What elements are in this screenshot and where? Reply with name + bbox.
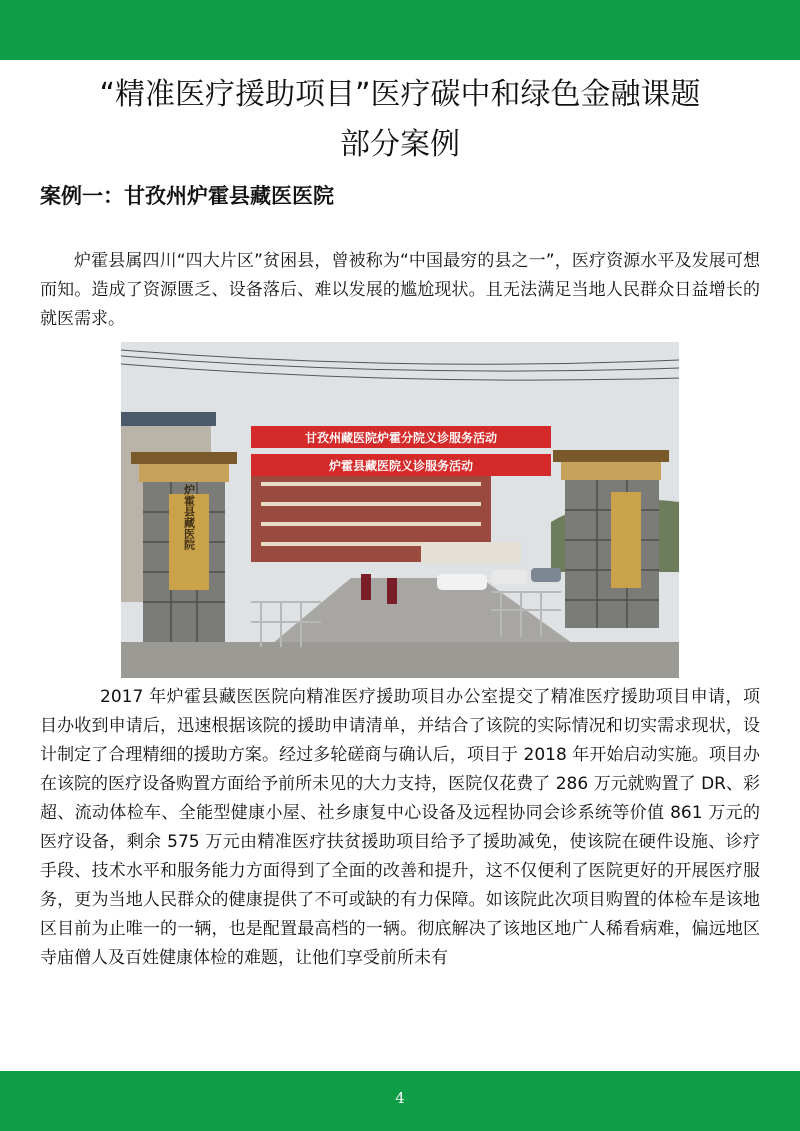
car bbox=[437, 574, 487, 590]
hospital-gate-photo bbox=[121, 342, 679, 678]
intro-paragraph: 炉霍县属四川“四大片区”贫困县，曾被称为“中国最穷的县之一”，医疗资源水平及发展可想而知。造成了资源匮乏、设备落后、难以发展的尴尬现状。且无法满足当地人民群众日益增长的就医需求。 bbox=[40, 251, 760, 329]
page-title: “精准医疗援助项目”医疗碳中和绿色金融课题 bbox=[99, 77, 701, 112]
body-paragraph: 2017 年炉霍县藏医医院向精准医疗援助项目办公室提交了精准医疗援助项目申请，项目办收到申请后，迅速根据该院的援助申请清单，并结合了该院的实际情况和切实需求现状，设计制定了合理精细的援助方案。经过多轮磋商与确认后，项目于 2018 年开始启动实施。项目办在该院的医疗设备购置方面给予前所未见的大力支持，医院仅花费了 286 万元就购置了 DR、彩超、流动体检车、全能型健康小屋、社乡康复中心设备及远程协同会诊系统等价值 861 万元的医疗设备，剩余 575 万元由精准医疗扶贫援助项目给予了援助减免，使该院在硬件设施、诊疗手段、技术水平和服务能力方面得到了全面的改善和提升，这不仅便利了医院更好的开展医疗服务，更为当地人民群众的健康提供了不可或缺的有力保障。如该院此次项目购置的体检车是该地区目前为止唯一的一辆，也是配置最高档的一辆。彻底解决了该地区地广人稀看病难，偏远地区寺庙僧人及百姓健康体检的难题，让他们享受前所未有 bbox=[40, 687, 760, 968]
person bbox=[387, 578, 397, 604]
page-subtitle: 部分案例 bbox=[340, 127, 460, 162]
case-heading: 案例一：甘孜州炉霍县藏医医院 bbox=[40, 184, 334, 208]
banner-bottom-text: 炉霍县藏医院义诊服务活动 bbox=[328, 459, 474, 473]
photo-illustration bbox=[121, 342, 679, 678]
car bbox=[491, 570, 527, 584]
banner-top-text: 甘孜州藏医院炉霍分院义诊服务活动 bbox=[304, 431, 498, 445]
person bbox=[361, 574, 371, 600]
header-band bbox=[0, 0, 800, 60]
page-number: 4 bbox=[395, 1089, 405, 1107]
right-plaque bbox=[611, 492, 641, 588]
footer-band bbox=[0, 1071, 800, 1131]
car bbox=[531, 568, 561, 582]
left-plaque-text: 炉霍县藏医院 bbox=[182, 484, 196, 550]
